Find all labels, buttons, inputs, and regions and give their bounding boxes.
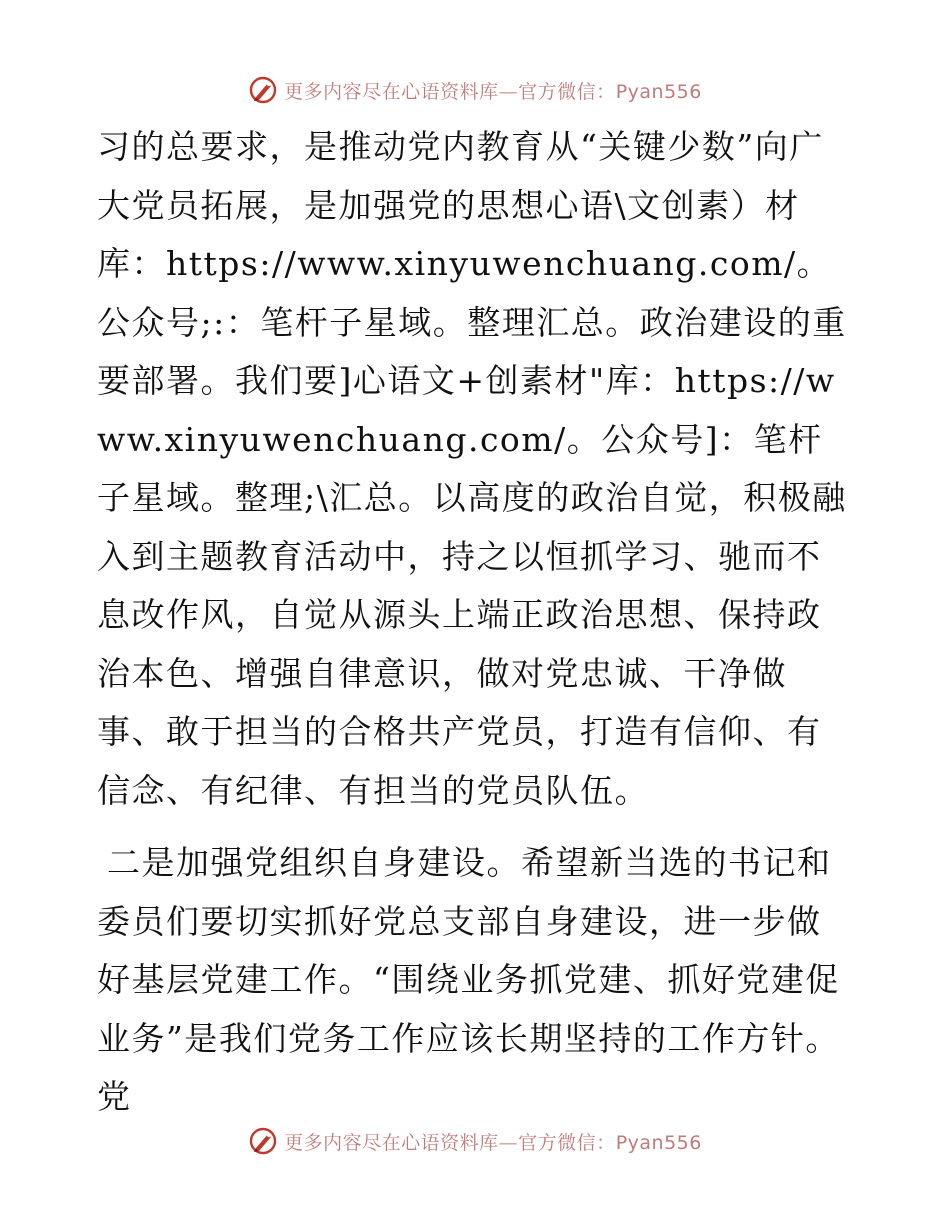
header-banner — [0, 70, 950, 110]
body-paragraph-1: 习的总要求，是推动党内教育从“关键少数”向广大党员拓展，是加强党的思想心语\文创素）材库：https://www.xinyuwenchuang.com/。公众号;:：笔杆子星域。整理汇总。政治建设的重要部署。我们要]心语文+创素材"库：https://www.xinyuwenchuang.com/。公众号]：笔杆子星域。整理;\汇总。以高度的政治自觉，积极融入到主题教育活动中，持之以恒抓学习、驰而不息改作风，自觉从源头上端正政治思想、保持政治本色、增强自律意识，做对党忠诚、干净做事、敢于担当的合格共产党员，打造有信仰、有信念、有纪律、有担当的党员队伍。 — [97, 127, 847, 810]
header-separator: — — [498, 80, 519, 103]
footer-separator: — — [498, 1131, 519, 1154]
footer-wechat-id: Pyan556 — [615, 1131, 702, 1154]
footer-banner — [0, 1121, 950, 1161]
header-brand-text: 更多内容尽在心语资料库 — [284, 80, 499, 103]
body-paragraph-2: 二是加强党组织自身建设。希望新当选的书记和委员们要切实抓好党总支部自身建设，进一步做好基层党建工作。“围绕业务抓党建、抓好党建促业务”是我们党务工作应该长期坚持的工作方针。党 — [97, 843, 840, 1116]
header-wechat-id: Pyan556 — [615, 80, 702, 103]
pen-logo-icon — [248, 75, 278, 105]
document-body — [97, 118, 849, 1127]
footer-wechat-label: 官方微信： — [518, 1131, 616, 1154]
header-wechat-label: 官方微信： — [518, 80, 616, 103]
header-banner-text — [284, 77, 702, 104]
pen-logo-icon — [248, 1126, 278, 1156]
footer-brand-text: 更多内容尽在心语资料库 — [284, 1131, 499, 1154]
footer-banner-text — [284, 1128, 702, 1155]
